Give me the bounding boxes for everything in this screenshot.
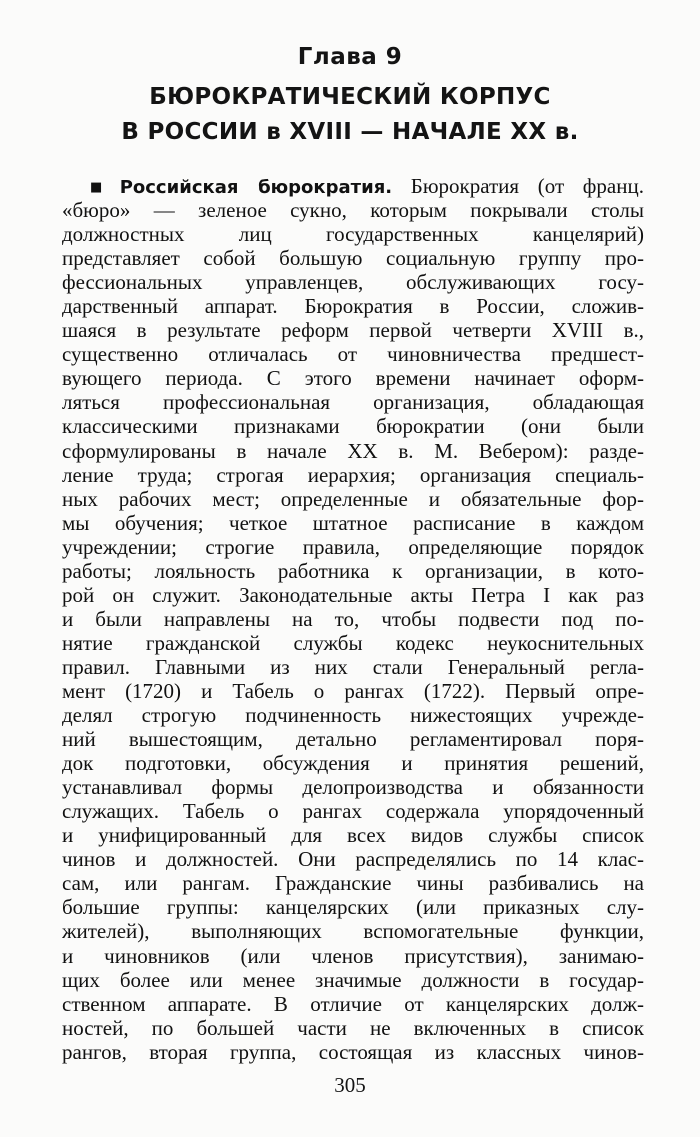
text-line: сформулированы в начале XX в. М. Вебером): разде- [62, 438, 644, 463]
text-line: большие группы: канцелярских (или приказных слу- [62, 895, 644, 920]
text-line: ляться профессиональная организация, обладающая [62, 390, 644, 415]
chapter-title [0, 80, 700, 150]
text-line: фессиональных управленцев, обслуживающих госу- [62, 270, 644, 295]
text-line: ний вышестоящим, детально регламентировал поря- [62, 727, 644, 752]
text-line: нятие гражданской службы кодекс неукоснительных [62, 630, 644, 655]
text-line: рой он служит. Законодательные акты Петра I как раз [62, 582, 644, 607]
chapter-title-line: БЮРОКРАТИЧЕСКИЙ КОРПУС [149, 84, 551, 110]
text-line: сам, или рангам. Гражданские чины разбивались на [62, 871, 644, 896]
text-line: жителей), выполняющих вспомогательные функции, [62, 919, 644, 944]
text-line: делял строгую подчиненность нижестоящих учрежде- [62, 703, 644, 728]
text-line: чинов и должностей. Они распределялись по 14 клас- [62, 847, 644, 872]
body-text [62, 174, 644, 1064]
text-line: щих более или менее значимые должности в государ- [62, 967, 644, 992]
text-line: служащих. Табель о рангах содержала упорядоченный [62, 799, 644, 824]
text-line: «бюро» — зеленое сукно, которым покрывали столы [62, 198, 644, 223]
text-line: шаяся в результате реформ первой четверти XVIII в., [62, 318, 644, 343]
text-line: классическими признаками бюрократии (они были [62, 414, 644, 439]
text-line: представляет собой большую социальную группу про- [62, 246, 644, 271]
text-line: должностных лиц государственных канцелярий) [62, 222, 644, 247]
text-line: ных рабочих мест; определенные и обязательные фор- [62, 486, 644, 511]
text-line: существенно отличалась от чиновничества предшест- [62, 342, 644, 367]
text-line: док подготовки, обсуждения и принятия решений, [62, 751, 644, 776]
text-line: устанавливал формы делопроизводства и обязанности [62, 775, 644, 800]
text-line: рангов, вторая группа, состоящая из классных чинов- [62, 1039, 644, 1064]
text-line: ление труда; строгая иерархия; организация специаль- [62, 462, 644, 487]
text-line: и были направлены на то, чтобы подвести под по- [62, 606, 644, 631]
text-line: вующего периода. С этого времени начинает оформ- [62, 366, 644, 391]
text-line: ственном аппарате. В отличие от канцелярских долж- [62, 991, 644, 1016]
text-line: работы; лояльность работника к организации, в кото- [62, 558, 644, 583]
text-line: дарственный аппарат. Бюрократия в России, сложив- [62, 294, 644, 319]
text-line [62, 174, 644, 198]
section-heading: Российская бюрократия. [119, 177, 393, 198]
text-line: мент (1720) и Табель о рангах (1722). Первый опре- [62, 678, 644, 703]
text-line-rest: Бюрократия (от франц. [392, 174, 644, 198]
text-line: учреждении; строгие правила, определяющие порядок [62, 534, 644, 559]
page-number: 305 [334, 1073, 366, 1097]
section-bullet: ■ [90, 180, 116, 195]
text-line: ностей, по большей части не включенных в список [62, 1015, 644, 1040]
text-line: мы обучения; четкое штатное расписание в каждом [62, 510, 644, 535]
chapter-title-line: В РОССИИ в XVIII — НАЧАЛЕ XX в. [121, 119, 579, 145]
chapter-label: Глава 9 [297, 44, 403, 70]
text-line: и чиновников (или членов присутствия), занимаю- [62, 943, 644, 968]
text-line: и унифицированный для всех видов службы список [62, 823, 644, 848]
text-line: правил. Главными из них стали Генеральный регла- [62, 654, 644, 679]
